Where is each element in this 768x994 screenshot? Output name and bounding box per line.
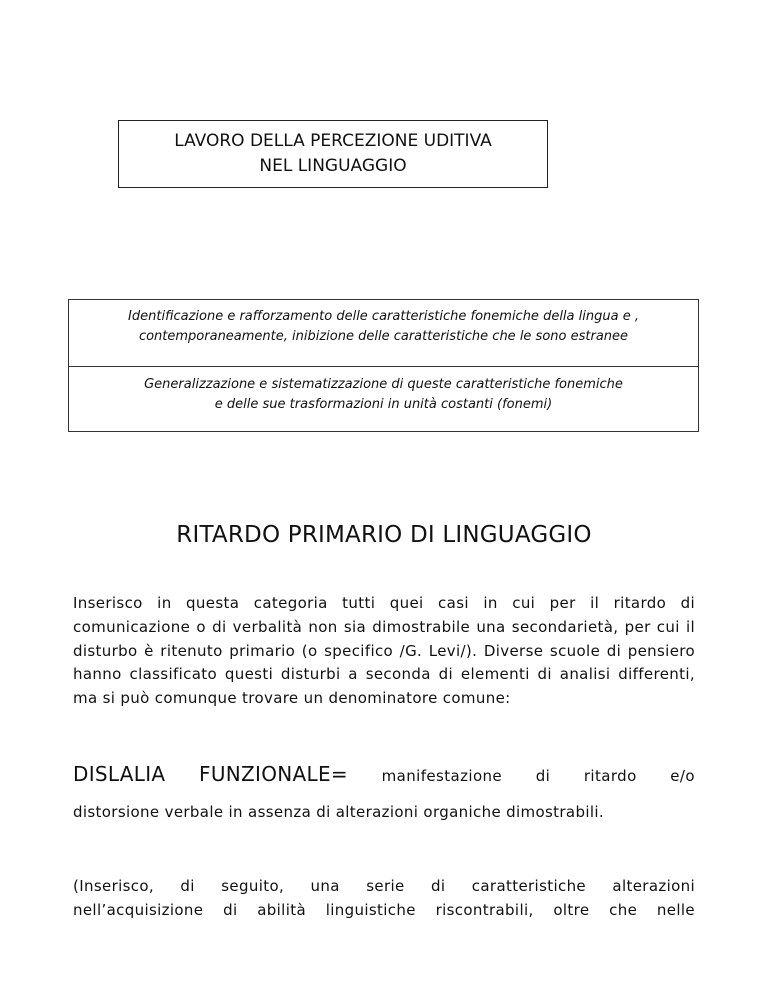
definition-term-2: FUNZIONALE= (199, 762, 348, 786)
paragraph-2-line-1: (Inserisco, di seguito, una serie di caratteristiche alterazioni (73, 877, 695, 895)
paragraph-2-line-2: nell’acquisizione di abilità linguistiche riscontrabili, oltre che nelle (73, 901, 695, 919)
info-row-2 (69, 367, 698, 415)
definition-word-4: e/o (670, 767, 695, 785)
definition-word-1: manifestazione (381, 767, 503, 785)
title-line-2: NEL LINGUAGGIO (259, 156, 407, 176)
definition-word-3: ritardo (583, 767, 637, 785)
definition-word-2: di (535, 767, 551, 785)
title-line-1: LAVORO DELLA PERCEZIONE UDITIVA (174, 131, 492, 151)
info-row-1-line-1: Identificazione e rafforzamento delle caratteristiche fonemiche della lingua e , (128, 309, 639, 324)
section-heading: RITARDO PRIMARIO DI LINGUAGGIO (176, 522, 592, 548)
info-row-1-line-2: contemporaneamente, inibizione delle caratteristiche che le sono estranee (138, 329, 629, 344)
info-row-1 (69, 300, 698, 367)
title-box (118, 120, 548, 188)
definition-term-1: DISLALIA (73, 762, 166, 786)
paragraph-2 (73, 874, 695, 922)
info-table (68, 299, 699, 432)
definition-continuation: distorsione verbale in assenza di alterazioni organiche dimostrabili. (73, 803, 605, 821)
info-row-2-line-1: Generalizzazione e sistematizzazione di queste caratteristiche fonemiche (144, 377, 623, 392)
definition-line (73, 762, 695, 786)
paragraph-1: Inserisco in questa categoria tutti quei casi in cui per il ritardo di comunicazione o di verbalità non sia dimostrabile una secondarietà, per cui il disturbo è ritenuto primario (o specifico /G. Levi/). Diverse scuole di pensiero hanno classificato questi disturbi a seconda di elementi di analisi differenti, ma si può comunque trovare un denominatore comune: (73, 594, 695, 708)
info-row-2-line-2: e delle sue trasformazioni in unità costanti (fonemi) (214, 397, 553, 412)
